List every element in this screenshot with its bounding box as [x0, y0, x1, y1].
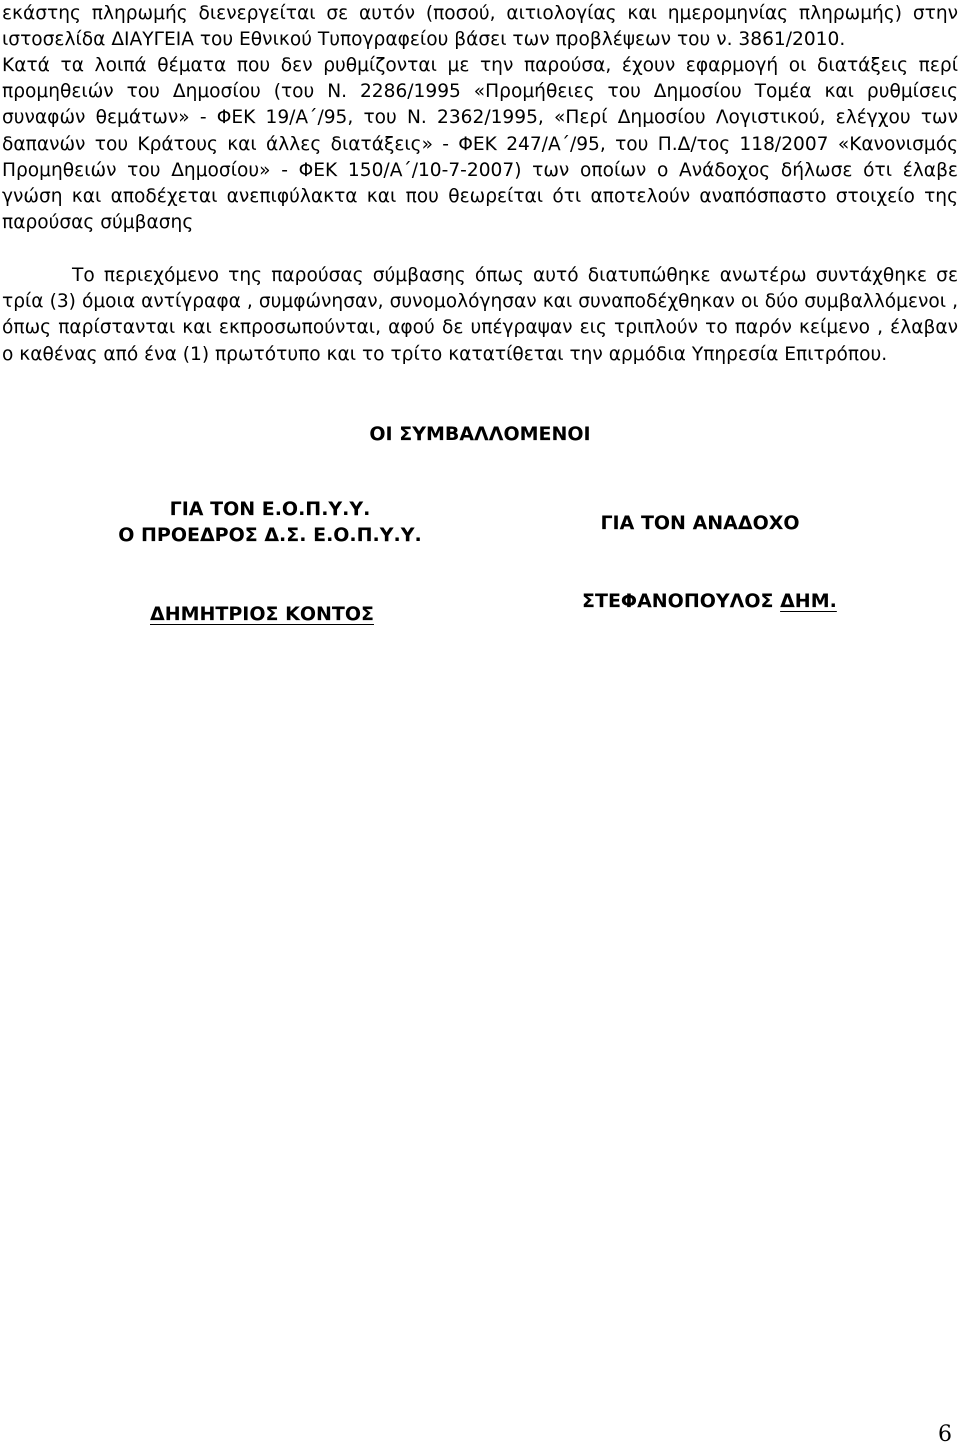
paragraph-applicable-provisions: Κατά τα λοιπά θέματα που δεν ρυθμίζονται με την παρούσα, έχουν εφαρμογή οι διατάξεις περί προμηθειών του Δημοσίου (του Ν. 2286/1995 «Προμήθειες του Δημοσίου Τομέα και ρυθμίσεις συναφών θεμάτων» - ΦΕΚ 19/Α΄/95, του Ν. 2362/1995, «Περί Δημοσίου Λογιστικού, ελέγχου των δαπανών του Κράτους και άλλες διατάξεις» - ΦΕΚ 247/Α΄/95, του Π.Δ/τος 118/2007 «Κανονισμός Προμηθειών του Δημοσίου» - ΦΕΚ 150/Α΄/10-7-2007) των οποίων ο Ανάδοχος δήλωσε ότι έλαβε γνώση και αποδέχεται ανεπιφύλακτα και που θεωρείται ότι αποτελούν αναπόσπαστο στοιχείο της παρούσας σύμβασης — [2, 55, 958, 234]
signatory-name-left: ΔΗΜΗΤΡΙΟΣ ΚΟΝΤΟΣ — [150, 603, 374, 625]
signature-left-line1: ΓΙΑ ΤΟΝ Ε.Ο.Π.Υ.Υ. — [169, 498, 371, 520]
signature-block-left — [80, 496, 460, 548]
paragraph-contract-copies: Το περιεχόμενο της παρούσας σύμβασης όπως αυτό διατυπώθηκε ανωτέρω συντάχθηκε σε τρία (3) όμοια αντίγραφα , συμφώνησαν, συνομολόγησαν και συναποδέχθηκαν οι δύο συμβαλλόμενοι , όπως παρίστανται και εκπροσωπούνται, αφού δε υπέγραψαν εις τριπλούν το παρόν κείμενο , έλαβαν ο καθένας από ένα (1) πρωτότυπο και το τρίτο κατατίθεται την αρμόδια Υπηρεσία Επιτρόπου. — [2, 265, 958, 365]
signatory-initial-right: ΔΗΜ. — [780, 590, 837, 612]
paragraph-payment-publication: εκάστης πληρωμής διενεργείται σε αυτόν (ποσού, αιτιολογίας και ημερομηνίας πληρωμής) στην ιστοσελίδα ΔΙΑΥΓΕΙΑ του Εθνικού Τυπογραφείου βάσει των προβλέψεων του ν. 3861/2010. — [2, 3, 958, 51]
contracting-parties-heading: ΟΙ ΣΥΜΒΑΛΛΟΜΕΝΟΙ — [369, 423, 591, 445]
signatory-name-right — [582, 590, 837, 612]
signature-left-line2: Ο ΠΡΟΕΔΡΟΣ Δ.Σ. Ε.Ο.Π.Υ.Υ. — [118, 524, 422, 546]
signature-right-line1: ΓΙΑ ΤΟΝ ΑΝΑΔΟΧΟ — [600, 512, 800, 534]
signatory-surname-right: ΣΤΕΦΑΝΟΠΟΥΛΟΣ — [582, 590, 781, 612]
signature-block-right — [530, 510, 870, 536]
page-number: 6 — [938, 1422, 952, 1447]
